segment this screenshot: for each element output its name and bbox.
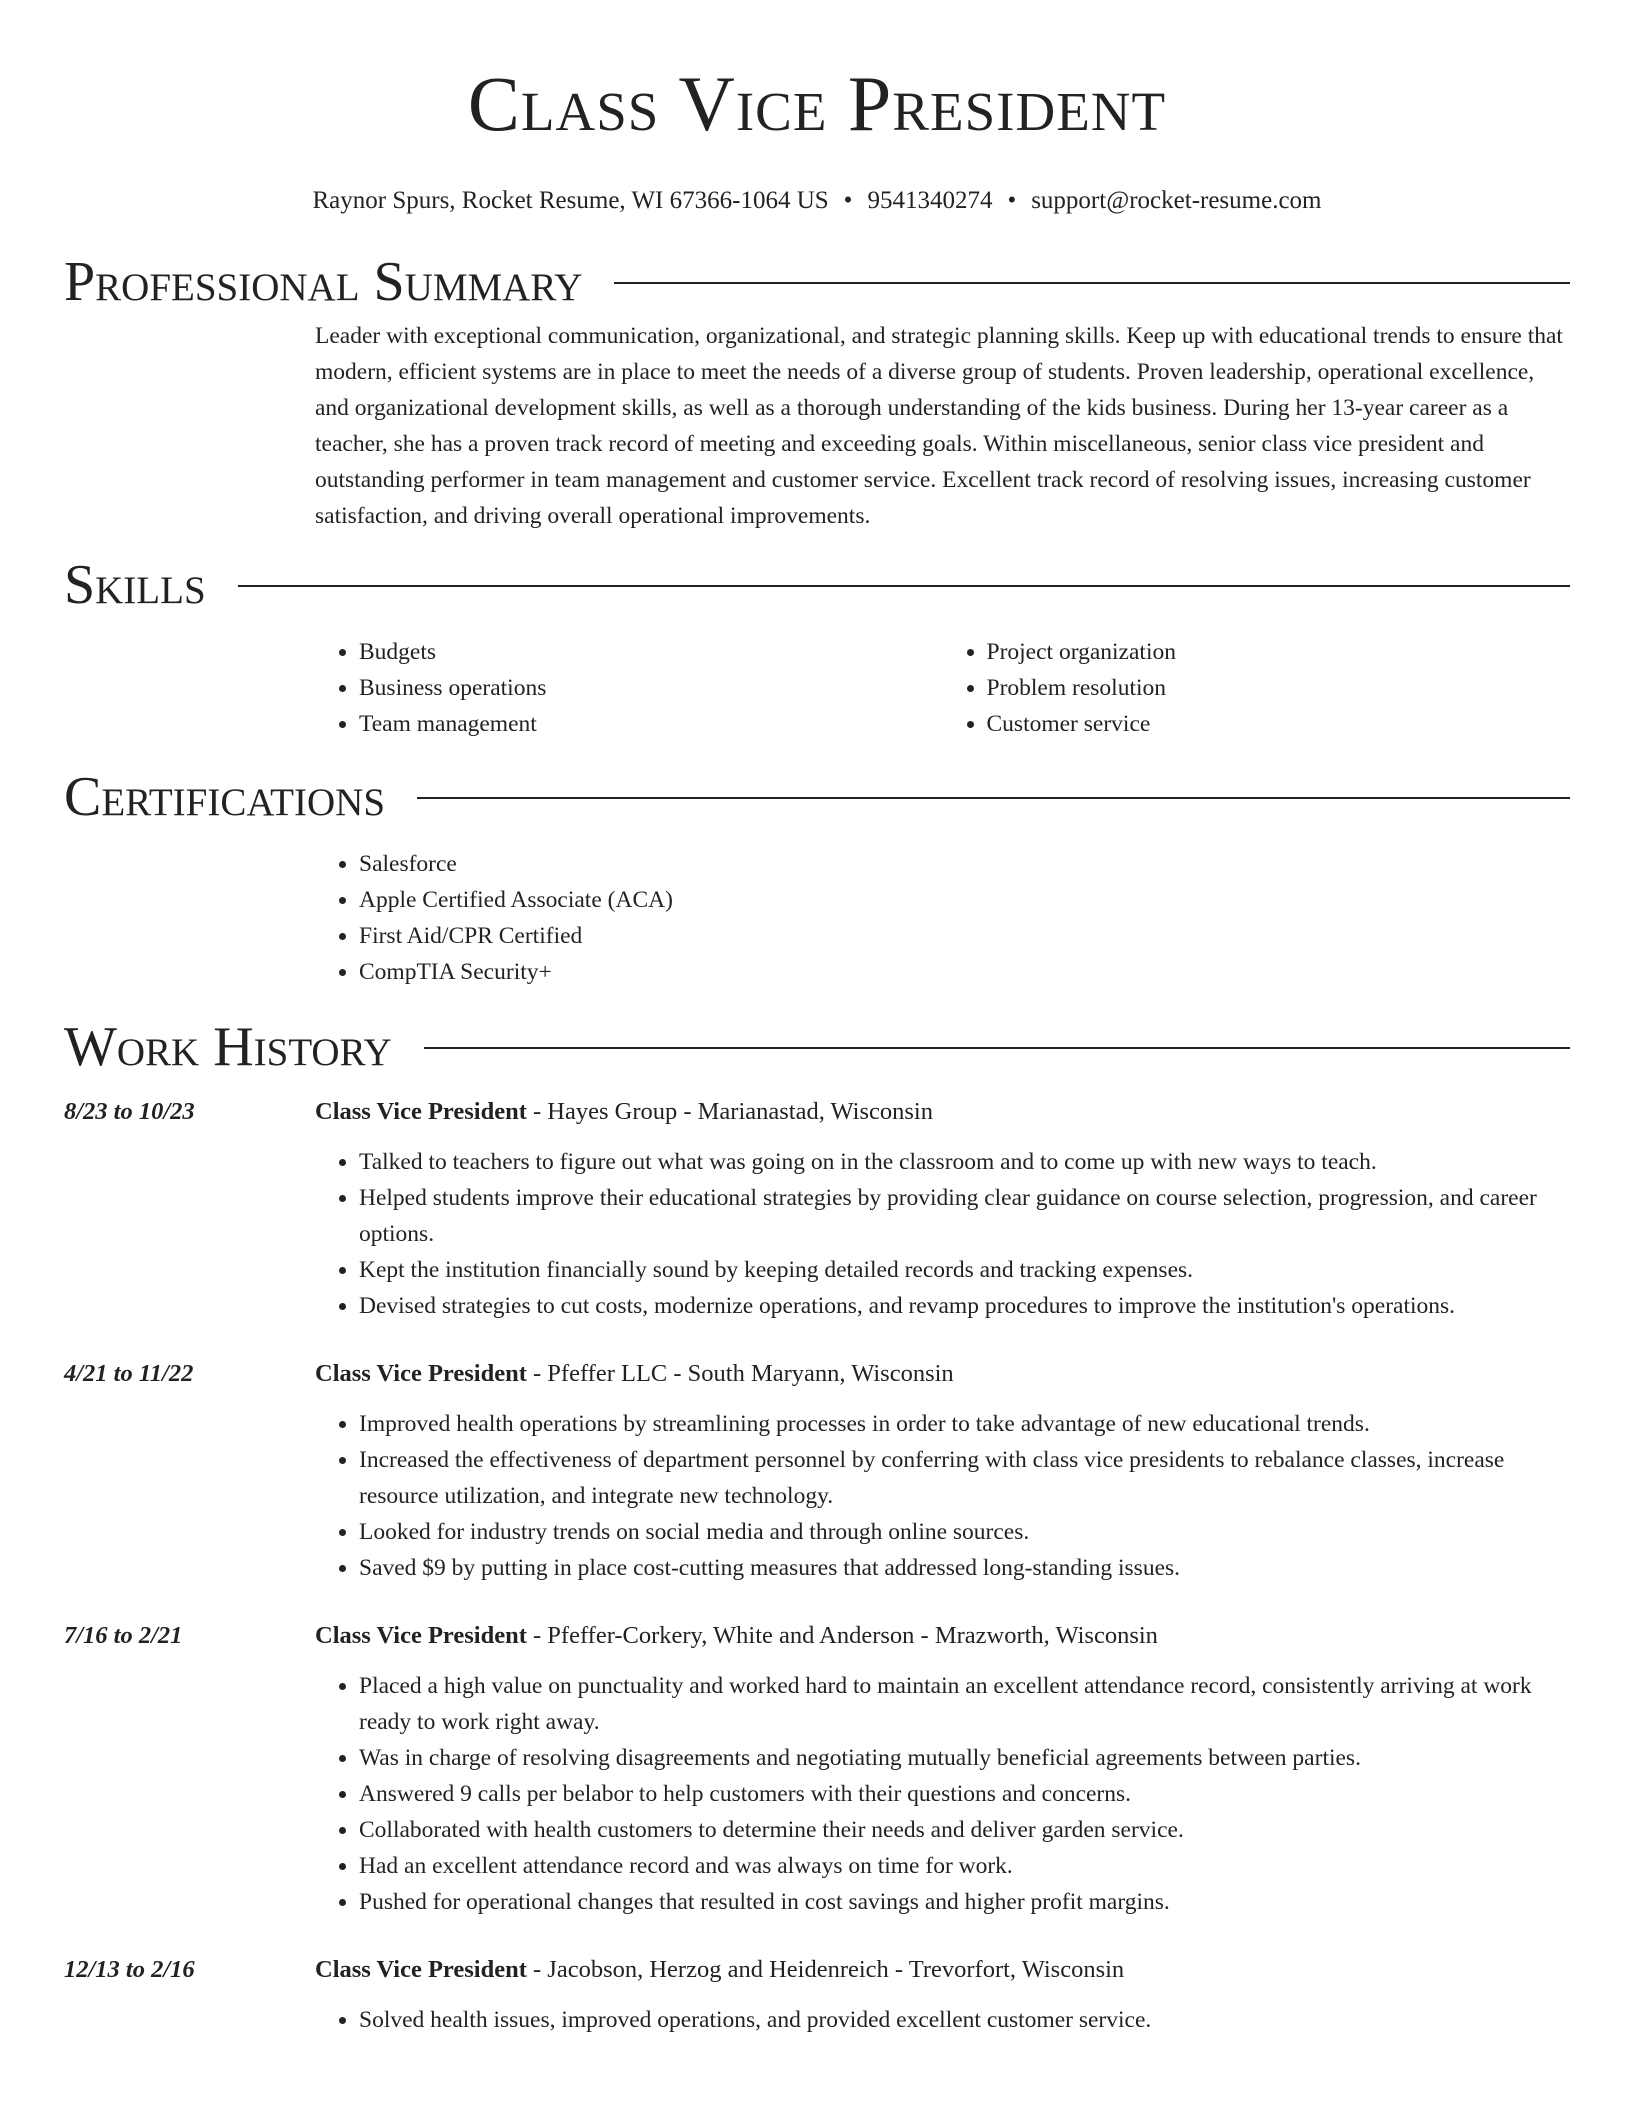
job-header: [315, 1094, 1570, 1130]
job-entry: [64, 1618, 1570, 1920]
job-bullet: • Pushed for operational changes that resulted in cost savings and higher profit margins.: [359, 1884, 1570, 1920]
job-entry: [64, 1952, 1570, 2038]
contact-email: support@rocket-resume.com: [1031, 187, 1322, 214]
job-bullets: [315, 2002, 1570, 2038]
resume-page: [64, 0, 1570, 2070]
job-bullet: • Was in charge of resolving disagreements and negotiating mutually beneficial agreements between parties.: [359, 1740, 1570, 1776]
section-header: [64, 548, 1570, 622]
job-bullet: • Solved health issues, improved operations, and provided excellent customer service.: [359, 2002, 1570, 2038]
job-bullet: • Answered 9 calls per belabor to help customers with their questions and concerns.: [359, 1776, 1570, 1812]
skill-item: • Team management: [359, 706, 943, 742]
section-header: [64, 760, 1570, 834]
job-header: [315, 1618, 1570, 1654]
resume-name: Class Vice President: [467, 60, 1167, 147]
job-dates: 4/21 to 11/22: [64, 1360, 194, 1387]
skill-item: • Budgets: [359, 634, 943, 670]
job-dates: 7/16 to 2/21: [64, 1622, 183, 1649]
section-title: Work History: [64, 1016, 392, 1078]
job-dates: 8/23 to 10/23: [64, 1098, 195, 1125]
job-bullet: • Had an excellent attendance record and was always on time for work.: [359, 1848, 1570, 1884]
job-entry: [64, 1094, 1570, 1324]
job-main: [315, 1952, 1570, 2038]
summary-section: [64, 245, 1570, 534]
job-bullet: • Devised strategies to cut costs, modernize operations, and revamp procedures to improve the institution's operations.: [359, 1288, 1570, 1324]
skills-list-right: [943, 634, 1571, 742]
contact-separator: •: [843, 187, 853, 214]
job-details: - Pfeffer-Corkery, White and Anderson - Mrazworth, Wisconsin: [526, 1622, 1158, 1649]
certification-item: • CompTIA Security+: [359, 954, 1570, 990]
certification-item: • Apple Certified Associate (ACA): [359, 882, 1570, 918]
summary-text: Leader with exceptional communication, organizational, and strategic planning skills. Keep up with educational trends to ensure that modern, efficient systems are in place to meet the needs of a diverse group of students. Proven leadership, operational excellence, and organizational development skills, as well as a thorough understanding of the kids business. During her 13-year career as a teacher, she has a proven track record of meeting and exceeding goals. Within miscellaneous, senior class vice president and outstanding performer in team management and customer service. Excellent track record of resolving issues, increasing customer satisfaction, and driving overall operational improvements.: [315, 323, 1563, 529]
section-divider: [238, 585, 1570, 587]
certifications-section: [64, 760, 1570, 990]
section-divider: [424, 1047, 1570, 1049]
section-header: [64, 245, 1570, 319]
jobs-list: [64, 1094, 1570, 2038]
job-bullet: • Increased the effectiveness of department personnel by conferring with class vice presidents to rebalance classes, increase resource utilization, and integrate new technology.: [359, 1442, 1570, 1514]
section-divider: [614, 282, 1570, 284]
job-bullet: • Talked to teachers to figure out what was going on in the classroom and to come up with new ways to teach.: [359, 1144, 1570, 1180]
job-bullet: • Helped students improve their educational strategies by providing clear guidance on course selection, progression, and career options.: [359, 1180, 1570, 1252]
skills-body: [315, 634, 1570, 742]
job-title: Class Vice President: [315, 1360, 527, 1387]
job-header: [315, 1356, 1570, 1392]
job-main: [315, 1094, 1570, 1324]
job-bullet: • Kept the institution financially sound by keeping detailed records and tracking expenses.: [359, 1252, 1570, 1288]
skills-section: [64, 548, 1570, 742]
work-history-section: [64, 1010, 1570, 2038]
section-divider: [417, 797, 1570, 799]
skills-columns: [315, 634, 1570, 742]
job-bullet: • Looked for industry trends on social media and through online sources.: [359, 1514, 1570, 1550]
skill-item: • Business operations: [359, 670, 943, 706]
contact-line: [64, 185, 1570, 217]
job-details: - Hayes Group - Marianastad, Wisconsin: [526, 1098, 933, 1125]
job-details: - Jacobson, Herzog and Heidenreich - Trevorfort, Wisconsin: [526, 1956, 1125, 1983]
skill-item: • Customer service: [987, 706, 1571, 742]
job-bullet: • Collaborated with health customers to determine their needs and deliver garden service.: [359, 1812, 1570, 1848]
job-bullets: [315, 1668, 1570, 1920]
contact-address: Raynor Spurs, Rocket Resume, WI 67366-1064 US: [312, 187, 829, 214]
summary-body: [315, 318, 1570, 534]
skill-item: • Project organization: [987, 634, 1571, 670]
job-main: [315, 1618, 1570, 1920]
job-bullets: [315, 1406, 1570, 1586]
job-bullet: • Improved health operations by streamlining processes in order to take advantage of new educational trends.: [359, 1406, 1570, 1442]
skills-list-left: [315, 634, 943, 742]
certification-item: • Salesforce: [359, 846, 1570, 882]
section-title: Certifications: [64, 766, 386, 828]
job-title: Class Vice President: [315, 1622, 527, 1649]
certification-item: • First Aid/CPR Certified: [359, 918, 1570, 954]
contact-phone: 9541340274: [867, 187, 993, 214]
job-entry: [64, 1356, 1570, 1586]
job-header: [315, 1952, 1570, 1988]
job-bullet: • Saved $9 by putting in place cost-cutting measures that addressed long-standing issues.: [359, 1550, 1570, 1586]
job-title: Class Vice President: [315, 1098, 527, 1125]
section-header: [64, 1010, 1570, 1084]
job-details: - Pfeffer LLC - South Maryann, Wisconsin: [526, 1360, 954, 1387]
job-bullets: [315, 1144, 1570, 1324]
job-bullet: • Placed a high value on punctuality and worked hard to maintain an excellent attendance record, consistently arriving at work ready to work right away.: [359, 1668, 1570, 1740]
job-dates: 12/13 to 2/16: [64, 1956, 195, 1983]
job-main: [315, 1356, 1570, 1586]
section-title: Professional Summary: [64, 251, 583, 313]
section-title: Skills: [64, 554, 206, 616]
job-title: Class Vice President: [315, 1956, 527, 1983]
certifications-body: [315, 846, 1570, 990]
skill-item: • Problem resolution: [987, 670, 1571, 706]
certifications-list: [315, 846, 1570, 990]
contact-separator: •: [1007, 187, 1017, 214]
